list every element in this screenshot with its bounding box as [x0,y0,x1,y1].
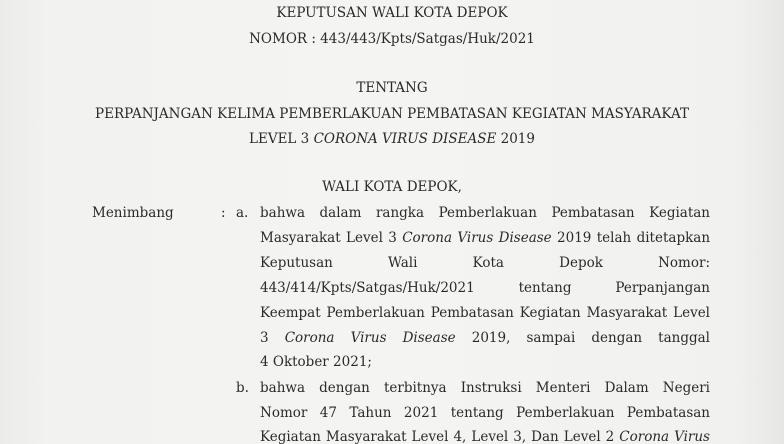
item-a-line-7: 4 Oktober 2021; [260,354,372,370]
item-a-line-5: Keempat Pemberlakuan Pembatasan Kegiatan Masyarakat Level [260,305,710,321]
item-b-line-1: bahwa dengan terbitnya Instruksi Menteri Dalam Negeri [260,380,710,396]
item-b-line-3: Kegiatan Masyarakat Level 4, Level 3, Dan Level 2 Corona Virus [260,429,710,444]
item-b-marker: b. [236,380,249,396]
subject-line-1: PERPANJANGAN KELIMA PEMBERLAKUAN PEMBATASAN KEGIATAN MASYARAKAT [95,106,689,122]
subject-heading: TENTANG [356,80,428,96]
item-a-line-4: 443/414/Kpts/Satgas/Huk/2021 tentang Perpanjangan [260,280,710,296]
item-a-line-6: 3 Corona Virus Disease 2019, sampai dengan tanggal [260,330,710,346]
item-a-line-2: Masyarakat Level 3 Corona Virus Disease 2019 telah ditetapkan [260,230,711,246]
item-a-marker: a. [236,205,249,221]
considering-separator: : [221,205,226,221]
issuer-line: WALI KOTA DEPOK, [322,179,462,195]
considering-label: Menimbang [92,205,174,221]
item-b-line-2: Nomor 47 Tahun 2021 tentang Pemberlakuan Pembatasan [260,405,710,421]
document-title: KEPUTUSAN WALI KOTA DEPOK [276,5,508,21]
document-number: NOMOR : 443/443/Kpts/Satgas/Huk/2021 [249,31,535,47]
subject-line-2: LEVEL 3 CORONA VIRUS DISEASE 2019 [249,131,535,147]
item-a-line-1: bahwa dalam rangka Pemberlakuan Pembatasan Kegiatan [260,205,710,221]
item-a-line-3: Keputusan Wali Kota Depok Nomor: [260,255,710,271]
